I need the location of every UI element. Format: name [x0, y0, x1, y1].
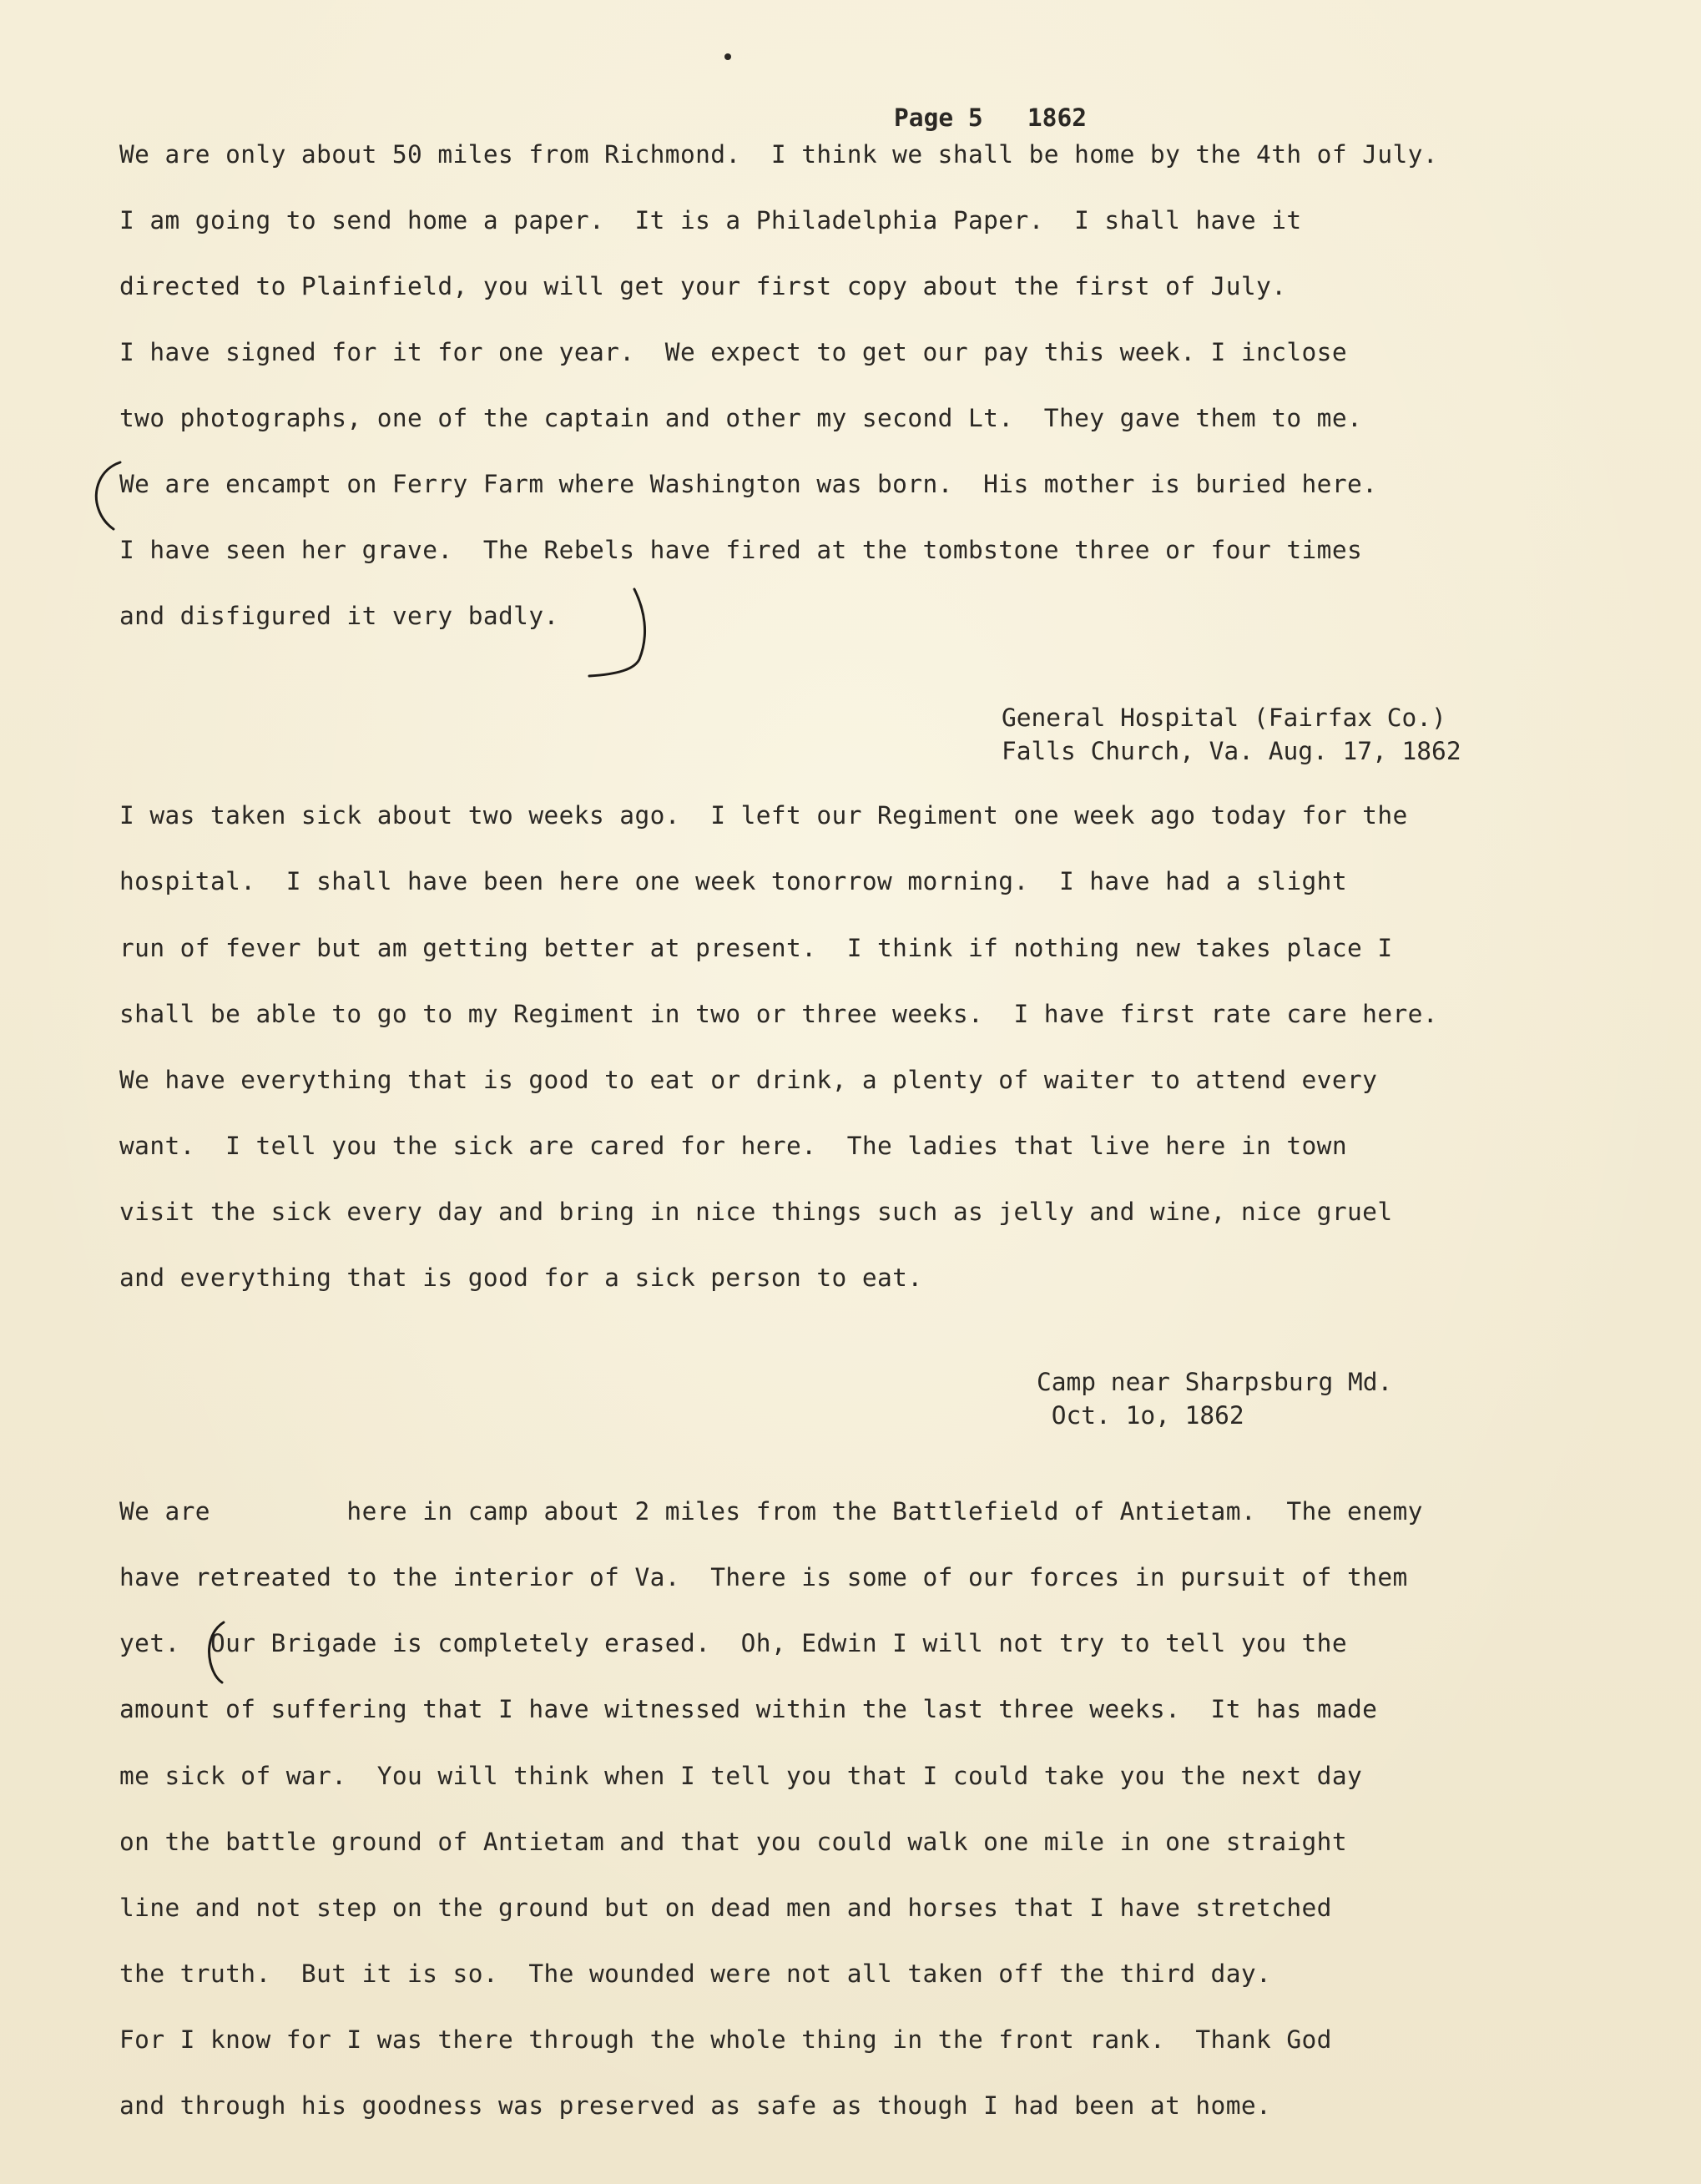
- dateline-line: General Hospital (Fairfax Co.): [1002, 704, 1446, 732]
- page-label: Page 5: [894, 103, 983, 132]
- text-line: For I know for I was there through the whole thing in the front rank. Thank God: [119, 2025, 1332, 2054]
- text-line: me sick of war. You will think when I tell you that I could take you the next day: [119, 1762, 1363, 1790]
- ink-dot: [724, 53, 731, 60]
- text-line: I have signed for it for one year. We expect to get our pay this week. I inclose: [119, 338, 1347, 366]
- text-line: the truth. But it is so. The wounded were not all taken off the third day.: [119, 1960, 1272, 1988]
- text-line: and disfigured it very badly.: [119, 602, 559, 630]
- text-line: yet. Our Brigade is completely erased. Oh, Edwin I will not try to tell you the: [119, 1629, 1347, 1657]
- text-line: We are encampt on Ferry Farm where Washington was born. His mother is buried here.: [119, 470, 1378, 498]
- text-line: amount of suffering that I have witnessed within the last three weeks. It has made: [119, 1695, 1378, 1723]
- text-line: run of fever but am getting better at present. I think if nothing new takes place I: [119, 934, 1393, 962]
- handwritten-bracket-close: [584, 584, 659, 680]
- text-line: two photographs, one of the captain and other my second Lt. They gave them to me.: [119, 404, 1363, 432]
- text-line: We are here in camp about 2 miles from the Battlefield of Antietam. The enemy: [119, 1497, 1423, 1526]
- text-line: I have seen her grave. The Rebels have fired at the tombstone three or four times: [119, 536, 1363, 564]
- text-line: directed to Plainfield, you will get your first copy about the first of July.: [119, 272, 1287, 300]
- dateline-line: Oct. 1o, 1862: [1037, 1401, 1244, 1430]
- text-line: line and not step on the ground but on dead men and horses that I have stretched: [119, 1894, 1332, 1922]
- text-line: shall be able to go to my Regiment in two or three weeks. I have first rate care here.: [119, 1000, 1438, 1028]
- text-line: visit the sick every day and bring in nice things such as jelly and wine, nice gruel: [119, 1198, 1393, 1226]
- text-line: hospital. I shall have been here one week tonorrow morning. I have had a slight: [119, 867, 1347, 895]
- text-line: and everything that is good for a sick person to eat.: [119, 1263, 923, 1292]
- text-line: and through his goodness was preserved as safe as though I had been at home.: [119, 2091, 1272, 2120]
- text-line: I am going to send home a paper. It is a Philadelphia Paper. I shall have it: [119, 206, 1302, 235]
- text-line: I was taken sick about two weeks ago. I left our Regiment one week ago today for the: [119, 801, 1408, 830]
- dateline-line: Falls Church, Va. Aug. 17, 1862: [1002, 737, 1461, 765]
- page-year: 1862: [1027, 103, 1087, 132]
- text-line: have retreated to the interior of Va. There is some of our forces in pursuit of them: [119, 1563, 1408, 1591]
- text-line: on the battle ground of Antietam and that you could walk one mile in one straight: [119, 1828, 1347, 1856]
- text-line: We are only about 50 miles from Richmond. I think we shall be home by the 4th of July.: [119, 140, 1438, 169]
- text-line: want. I tell you the sick are cared for here. The ladies that live here in town: [119, 1132, 1347, 1160]
- dateline-line: Camp near Sharpsburg Md.: [1037, 1368, 1393, 1396]
- text-line: We have everything that is good to eat or drink, a plenty of waiter to attend every: [119, 1066, 1378, 1094]
